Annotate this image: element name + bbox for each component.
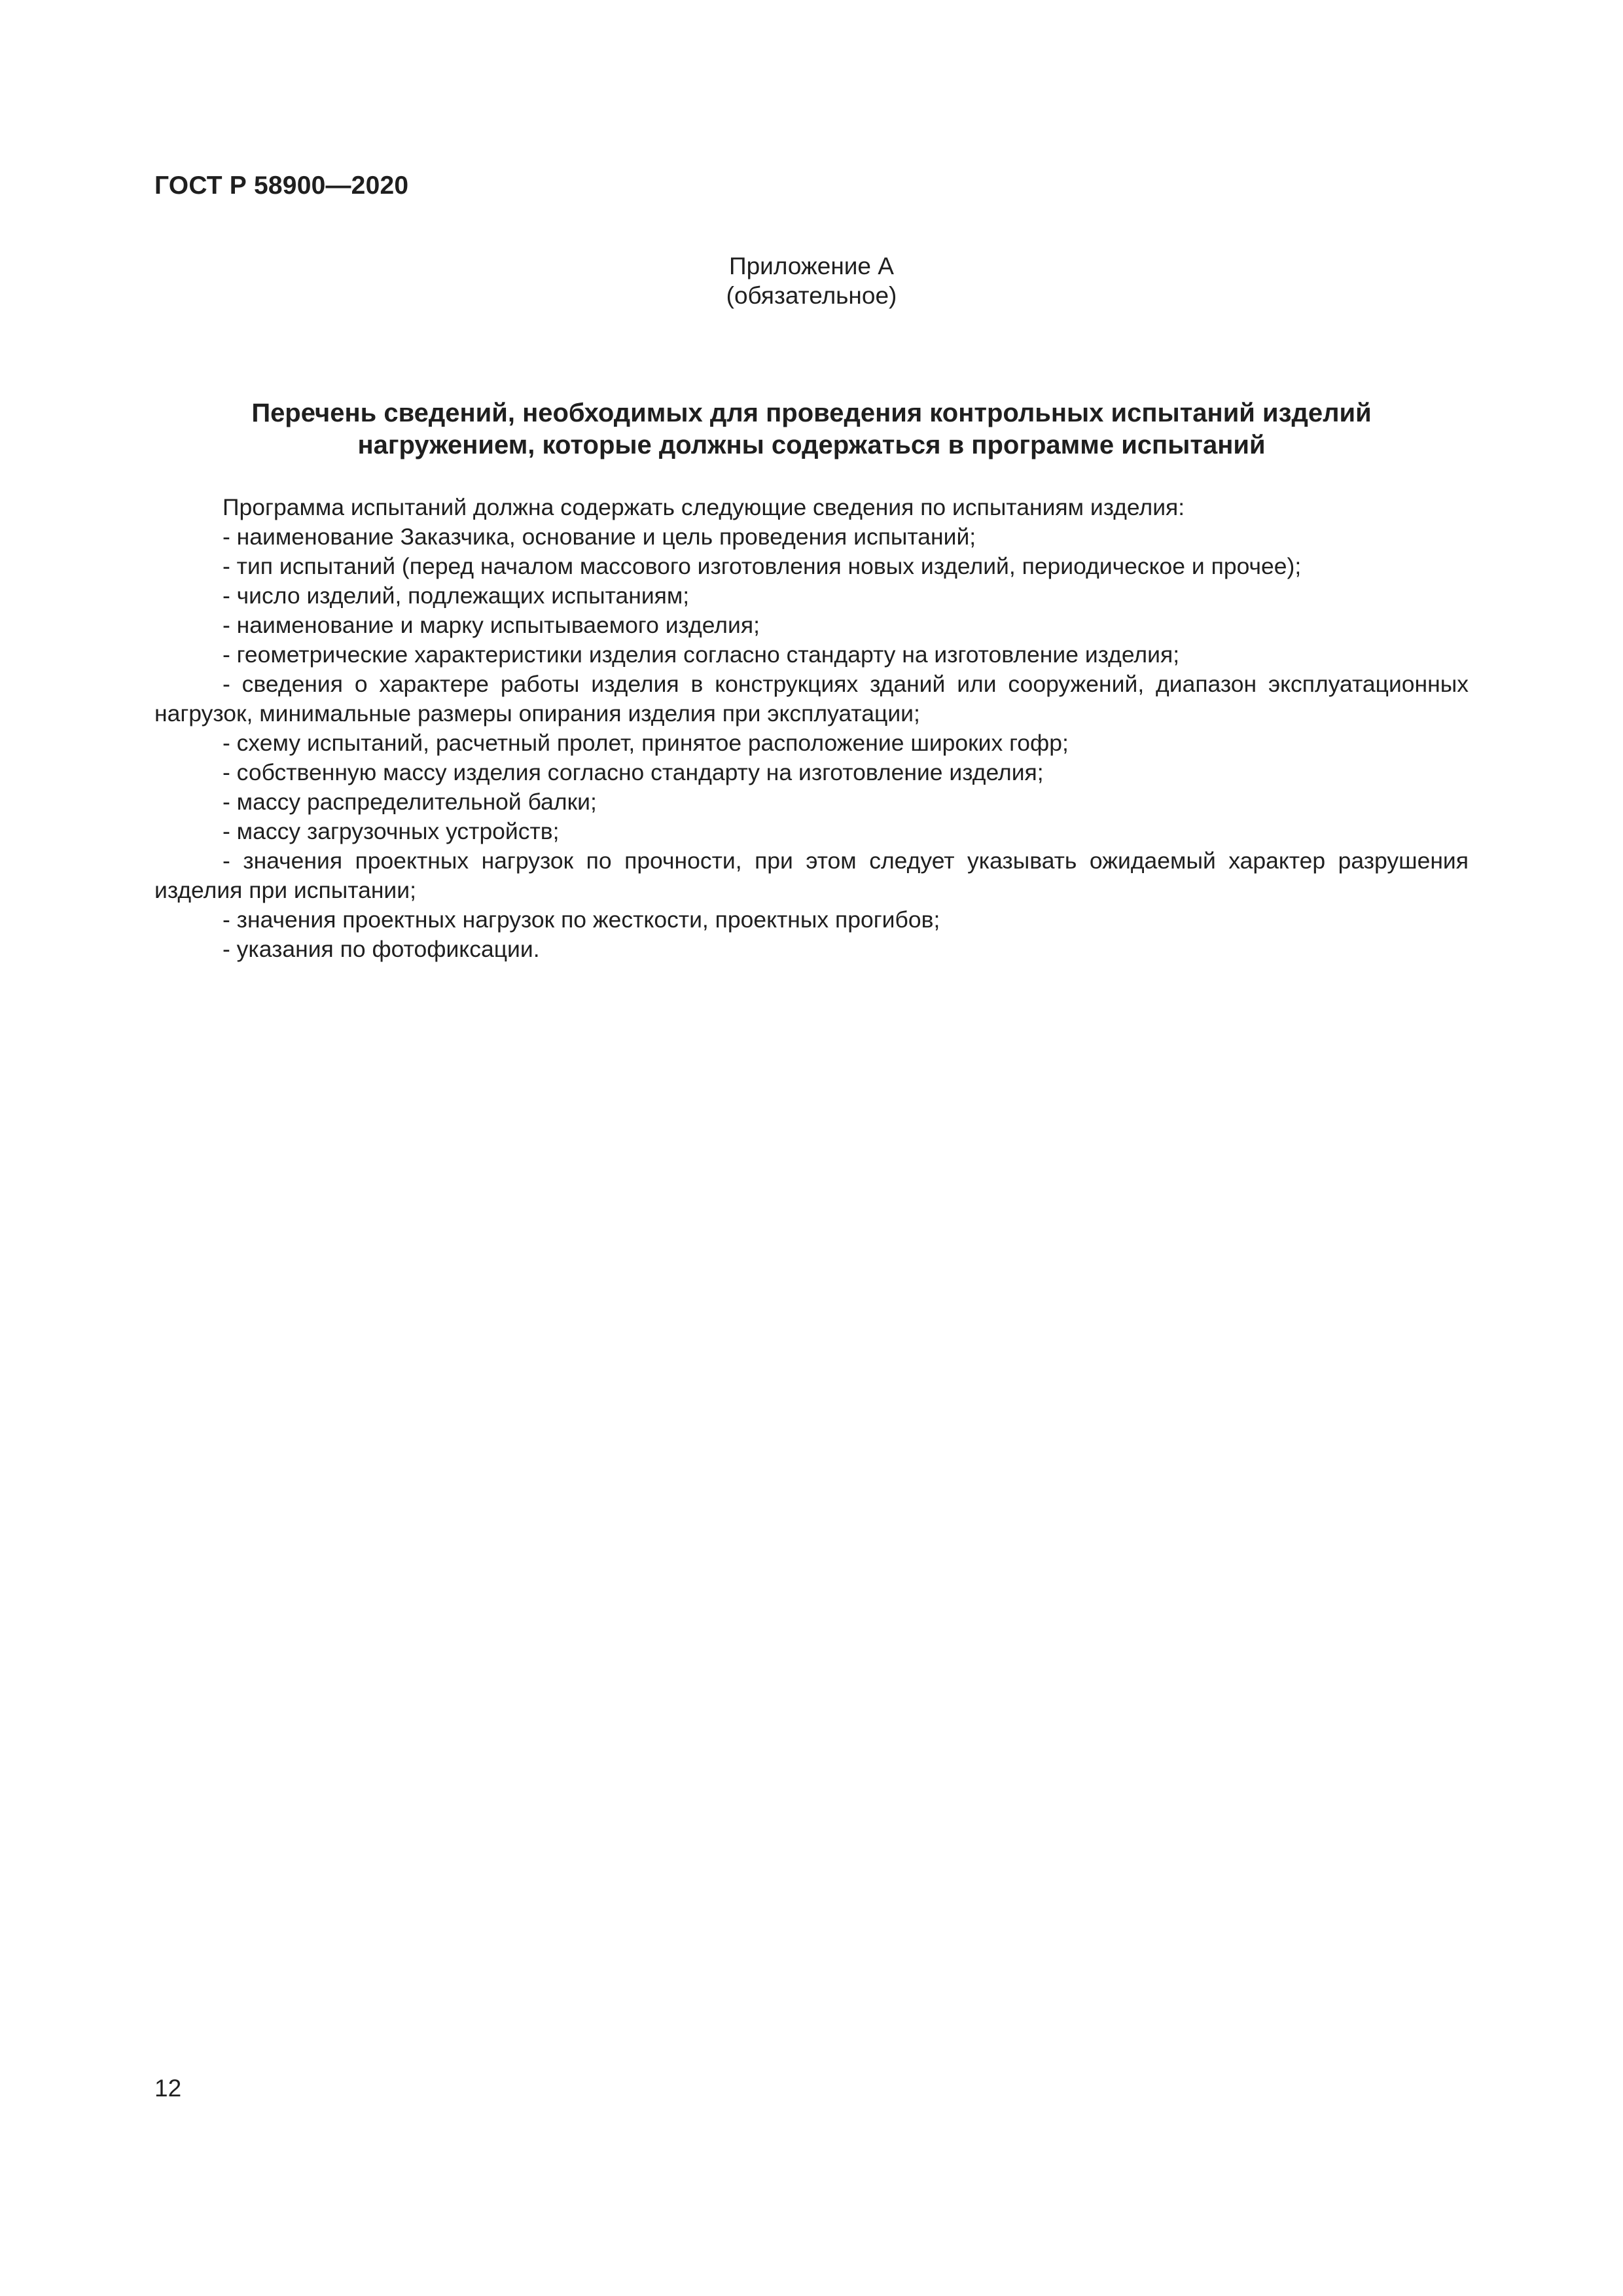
list-item: - значения проектных нагрузок по прочности, при этом следует указывать ожидаемый характер разрушения изделия при испытании; bbox=[154, 848, 1469, 903]
list-item: - геометрические характеристики изделия согласно стандарту на изготовление изделия; bbox=[223, 641, 1180, 668]
section-heading-line-1: Перечень сведений, необходимых для проведения контрольных испытаний изделий bbox=[251, 399, 1372, 427]
list-item: - указания по фотофиксации. bbox=[223, 936, 540, 962]
list-item: - наименование Заказчика, основание и цель проведения испытаний; bbox=[223, 524, 976, 550]
body-text bbox=[154, 493, 1469, 964]
list-item: - собственную массу изделия согласно стандарту на изготовление изделия; bbox=[223, 759, 1044, 785]
list-item: - тип испытаний (перед началом массового изготовления новых изделий, периодическое и прочее); bbox=[223, 553, 1302, 579]
intro-paragraph: Программа испытаний должна содержать следующие сведения по испытаниям изделия: bbox=[223, 494, 1185, 520]
list-item: - число изделий, подлежащих испытаниям; bbox=[223, 583, 690, 609]
section-heading-line-2: нагружением, которые должны содержаться в программе испытаний bbox=[357, 431, 1266, 459]
list-item: - значения проектных нагрузок по жесткости, проектных прогибов; bbox=[223, 906, 940, 933]
appendix-title: Приложение А bbox=[729, 253, 894, 279]
list-item: - массу распределительной балки; bbox=[223, 789, 597, 815]
list-item: - массу загрузочных устройств; bbox=[223, 818, 560, 844]
standard-code-header: ГОСТ Р 58900—2020 bbox=[154, 171, 409, 200]
list-item: - сведения о характере работы изделия в конструкциях зданий или сооружений, диапазон эксплуатационных нагрузок, минимальные размеры опирания изделия при эксплуатации; bbox=[154, 671, 1469, 726]
page-number: 12 bbox=[154, 2075, 182, 2102]
appendix-status: (обязательное) bbox=[726, 282, 897, 309]
section-heading bbox=[154, 397, 1469, 461]
list-item: - схему испытаний, расчетный пролет, принятое расположение широких гофр; bbox=[223, 730, 1069, 756]
list-item: - наименование и марку испытываемого изделия; bbox=[223, 612, 760, 638]
